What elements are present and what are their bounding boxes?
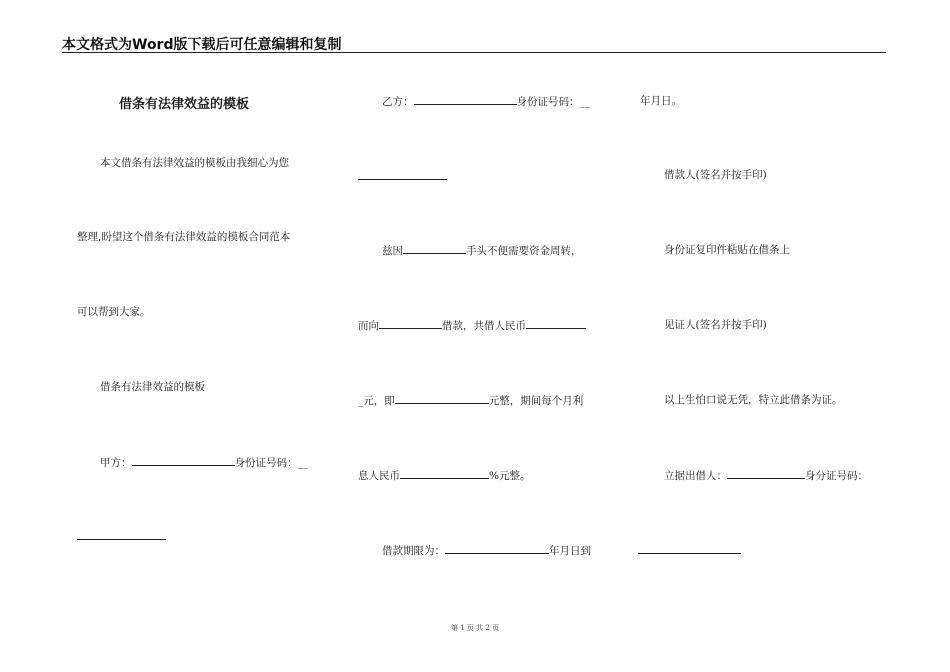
reason-line <box>382 243 582 258</box>
lender-name-blank <box>727 468 805 479</box>
lender-line <box>664 468 868 483</box>
party-b-id-tail: __ <box>579 96 590 108</box>
reason-prefix: 兹因 <box>382 245 403 257</box>
interest-line <box>358 468 530 483</box>
period-line <box>382 543 591 558</box>
party-a-id-blank <box>77 539 166 540</box>
borrower-sign: 借款人(签名并按手印) <box>664 169 767 181</box>
period-middle: 年月日到 <box>549 545 591 557</box>
party-a-name-blank <box>132 455 235 466</box>
party-a-id-label: 身份证号码： <box>234 457 298 469</box>
intro-line-1: 本文借条有法律效益的模板由我细心为您 <box>100 157 289 169</box>
header-rule <box>62 52 886 53</box>
amount-middle: 元整，期间每个月利 <box>488 395 584 407</box>
witness-sign: 见证人(签名并按手印) <box>664 319 767 331</box>
party-b-label: 乙方： <box>382 96 414 108</box>
statement-line: 以上生怕口说无凭，特立此借条为证。 <box>664 394 843 406</box>
lender-id-blank <box>638 553 741 554</box>
interest-prefix: 息人民币 <box>358 470 400 482</box>
reason-blank <box>403 243 466 254</box>
interest-blank <box>400 468 489 479</box>
amount-line <box>358 393 583 408</box>
amount-blank <box>526 318 586 329</box>
party-b-name-blank <box>414 94 517 105</box>
party-b-id-label: 身份证号码： <box>516 96 580 108</box>
party-b-line <box>382 94 590 109</box>
party-a-id-tail: __ <box>297 457 308 469</box>
period-start-blank <box>445 543 549 554</box>
to-line <box>358 318 586 333</box>
amount-prefix: _元，即 <box>358 395 395 407</box>
document-title: 借条有法律效益的模板 <box>119 97 250 112</box>
party-a-line <box>100 455 308 470</box>
lender-label: 立据出借人： <box>664 470 727 482</box>
document-header: 本文格式为Word版下载后可任意编辑和复制 <box>62 37 342 53</box>
page-footer: 第 1 页 共 2 页 <box>450 624 500 632</box>
intro-line-3: 可以帮到大家。 <box>77 306 151 318</box>
period-label: 借款期限为： <box>382 545 445 557</box>
interest-suffix: %元整。 <box>489 470 531 482</box>
reason-suffix: 手头不便需要资金周转， <box>466 245 582 257</box>
party-a-label: 甲方： <box>100 457 132 469</box>
amount-words-blank <box>395 393 489 404</box>
intro-line-2: 整理,盼望这个借条有法律效益的模板合同范本 <box>77 231 291 243</box>
party-b-id-blank <box>358 179 447 180</box>
to-middle: 借款，共借人民币 <box>442 320 526 332</box>
id-copy-note: 身份证复印件粘贴在借条上 <box>664 244 790 256</box>
sub-title: 借条有法律效益的模板 <box>100 381 205 393</box>
to-prefix: 而向 <box>358 320 379 332</box>
date-line: 年月日。 <box>640 95 682 107</box>
lender-blank <box>379 318 442 329</box>
lender-id-label: 身分证号码： <box>805 470 868 482</box>
